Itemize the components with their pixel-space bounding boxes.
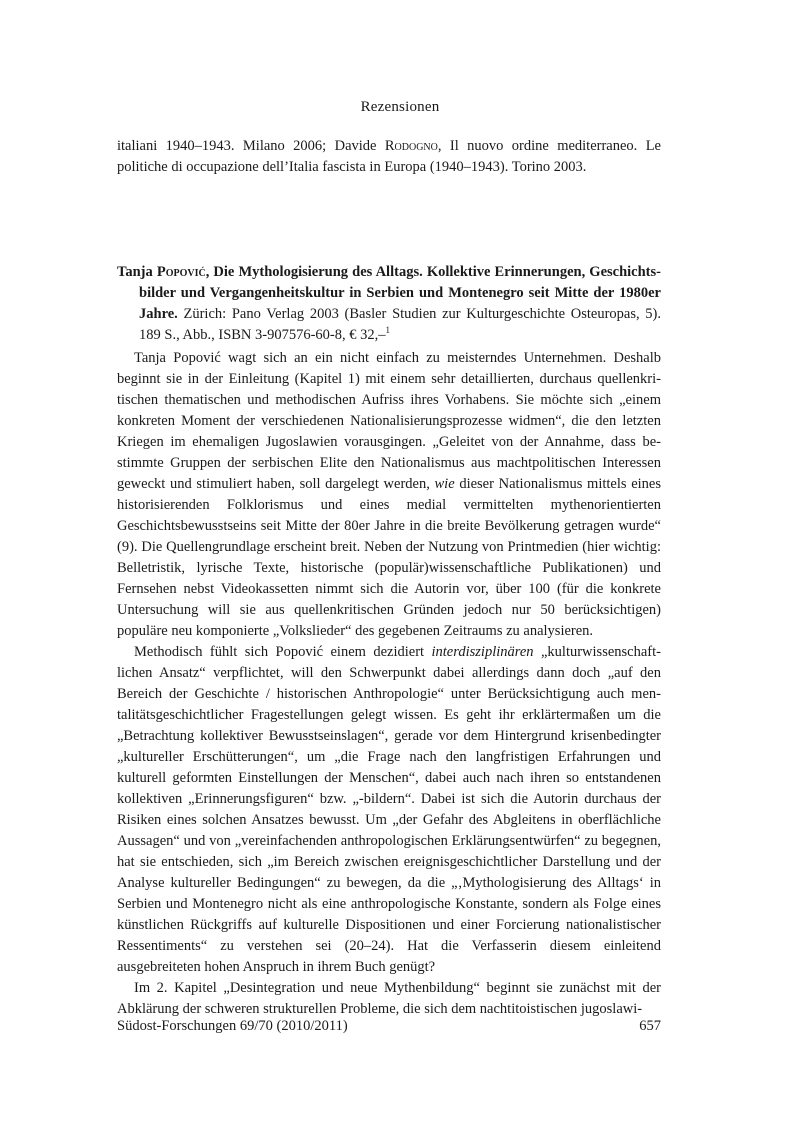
paragraph-2-emphasis: interdisziplinären [431, 644, 534, 660]
carryover-part-1: italiani 1940–1943. Milano 2006; Davide [117, 138, 385, 154]
paragraph-1-emphasis: wie [434, 476, 455, 492]
running-head: Rezensionen [360, 99, 440, 115]
paragraph-1 [117, 348, 661, 642]
paragraph-2 [117, 642, 661, 978]
paragraph-2-text-b: „kulturwissenschaftlichen Ansatz“ verpflichtet, will den Schwerpunkt dabei allerdings dann doch „auf den Bereich der Geschichte / historischen Anthropologie“ unter Berücksichtigung auch mentalitätsgeschichtlicher Fragestellungen gelegt wissen. Es geht ihr erklärtermaßen um die „Betrachtung kollektiver Bewusstseinslagen“, gerade vor dem Hintergrund krisenbedingter „kultureller Erschütterungen“, um „die Frage nach den langfristigen Erfahrungen und kulturell geformten Einstellungen der Menschen“, dabei auch nach ihren so entstandenen kollektiven „Erinnerungsfiguren“ bzw. „-bildern“. Dabei ist sich die Autorin durchaus der Risiken eines solchen Ansatzes bewusst. Um „der Gefahr des Abgleitens in oberflächliche Aussagen“ und von „vereinfachenden anthropologischen Erklärungsentwürfen“ zu begegnen, hat sie entschieden, sich „im Bereich zwischen ereignisgeschichtlicher Darstellung und der Analyse kultureller Bedingungen“ zu bewegen, da die „‚Mythologisierung des Alltags‘ in Serbien und Montenegro nicht als eine anthropologische Konstante, sondern als Folge eines künstlichen Rückgriffs auf kulturelle Dispositionen und einer Forcierung nationalistischer Ressentiments“ zu verstehen sei (20–24). Hat die Verfasserin diesem einleitend ausgebreiteten hohen Anspruch in ihrem Buch genügt? [117, 644, 661, 975]
review-heading [117, 262, 661, 346]
review-body [117, 348, 661, 1020]
paragraph-1-text-b: dieser Nationalismus mittels eines historisierenden Folklorismus und eines medial vermittelten mythenorientierten Geschichtsbewusstseins seit Mitte der 80er Jahre in die breite Bevölkerung getragen wurde“ (9). Die Quellengrundlage erscheint breit. Neben der Nutzung von Printmedien (hier wichtig: Belletristik, lyrische Texte, historische (populär)wissenschaftliche Publikationen) und Fernsehen nebst Videokassetten nimmt sich die Autorin vor, über 100 (für die konkrete Untersuchung will sie aus quellenkritischen Gründen jedoch nur 50 berücksichtigen) populäre neu komponierte „Volkslieder“ des gegebenen Zeitraums zu analysieren. [117, 476, 661, 639]
paragraph-2-text-a: Methodisch fühlt sich Popović einem dezidiert [134, 644, 432, 660]
carryover-part-2: , Il nuovo ordine mediterraneo. Le politiche di occupazione dell’Italia fascista in Europa (1940–1943). Torino 2003. [117, 138, 661, 175]
paragraph-1-text-a: Tanja Popović wagt sich an ein nicht einfach zu meisterndes Unternehmen. Deshalb beginnt sie in der Einleitung (Kapitel 1) mit einem sehr detaillierten, durchaus quellenkritischen thematischen und methodischen Aufriss ihres Vorhabens. Sie möchte sich „einem konkreten Moment der verschiedenen Nationalisierungsprozesse widmen“, die den letzten Kriegen im ehemaligen Jugoslawien vorausgingen. „Geleitet von der Annahme, dass bestimmte Gruppen der serbischen Elite den Nationalismus aus machtpolitischen Interessen geweckt und stimuliert haben, soll dargelegt werden, [117, 350, 661, 492]
journal-citation: Südost-Forschungen 69/70 (2010/2011) [117, 1018, 348, 1034]
paragraph-3: Im 2. Kapitel „Desintegration und neue Mythenbildung“ beginnt sie zunächst mit der Abklärung der schweren strukturellen Probleme, die sich dem nachtitoistischen jugoslawi- [117, 980, 661, 1017]
review-author-last: Popović [156, 264, 206, 280]
footnote-mark: 1 [385, 325, 391, 336]
review-title: , Die Mythologisierung des Alltags. Kollektive Erinnerungen, Geschichtsbilder und Vergangenheitskultur in Serbien und Montenegro seit Mitte der 1980er Jahre. [139, 264, 661, 322]
review-publication: Zürich: Pano Verlag 2003 (Basler Studien zur Kulturgeschichte Osteuropas, 5). 189 S., Abb., ISBN 3-907576-60-8, € 32,– [139, 306, 661, 343]
carryover-author: Rodogno [384, 138, 438, 154]
review-author-first: Tanja [117, 264, 157, 280]
carryover-text [117, 136, 661, 178]
page-number: 657 [639, 1018, 661, 1034]
